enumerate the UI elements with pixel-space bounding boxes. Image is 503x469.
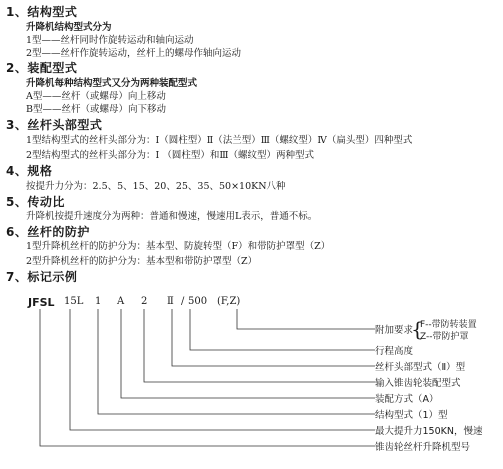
sub-label-z: Z--带防护罩 [420, 332, 469, 342]
assembly-line-3: B型——丝杆（或螺母）向下移动 [26, 104, 166, 115]
structure-line-3: 2型——丝杆作旋转运动，丝杆上的螺母作轴向运动 [26, 48, 242, 59]
brace: { [411, 317, 424, 341]
code-slash: / [181, 296, 185, 307]
section-title-assembly: 2、装配型式 [6, 61, 78, 75]
section-title-screw-head: 3、丝杆头部型式 [6, 118, 103, 132]
section-title-spec: 4、规格 [6, 164, 53, 178]
label-extra: 附加要求 [375, 325, 414, 336]
code-structure: 1 [95, 296, 102, 307]
ratio-line-1: 升降机按提升速度分为两种：普通和慢速，慢速用L表示，普通不标。 [26, 211, 318, 222]
code-assembly: A [117, 296, 125, 307]
section-title-ratio: 5、传动比 [6, 195, 65, 209]
screw-head-line-1: 1型结构型式的丝杆头部分为：Ⅰ（圆柱型）Ⅱ（法兰型）Ⅲ（螺纹型）Ⅳ（扁头型）四种型式 [26, 135, 413, 146]
code-extra: (F,Z) [217, 296, 241, 307]
label-model: 锥齿轮丝杆升降机型号 [375, 442, 471, 453]
assembly-line-2: A型——丝杆（或螺母）向上移动 [26, 91, 166, 102]
assembly-line-1: 升降机每种结构型式又分为两种装配型式 [26, 78, 198, 89]
section-title-example: 7、标记示例 [6, 270, 78, 284]
protection-line-1: 1型升降机丝杆的防护分为：基本型、防旋转型（F）和带防护罩型（Z） [26, 241, 331, 252]
label-force-speed: 最大提升力150KN，慢速 [375, 426, 483, 437]
structure-line-2: 1型——丝杆同时作旋转运动和轴向运动 [26, 35, 194, 46]
label-assembly: 装配方式（A） [375, 394, 439, 405]
section-title-structure: 1、结构型式 [6, 5, 78, 19]
protection-line-2: 2型升降机丝杆的防护分为：基本型和带防护罩型（Z） [26, 256, 258, 267]
label-head: 丝杆头部型式（Ⅱ）型 [375, 362, 466, 373]
structure-line-1: 升降机结构型式分为 [26, 22, 112, 33]
code-input: 2 [141, 296, 148, 307]
code-stroke: 500 [188, 296, 208, 307]
spec-line-1: 按提升力分为：2.5、5、15、20、25、35、50×10KN八种 [26, 181, 286, 192]
code-head: Ⅱ [167, 296, 174, 307]
section-title-protection: 6、丝杆的防护 [6, 225, 90, 239]
sub-label-f: F--带防转装置 [420, 320, 477, 330]
label-structure: 结构型式（1）型 [375, 410, 448, 421]
code-force-speed: 15L [64, 296, 84, 307]
label-stroke: 行程高度 [375, 346, 414, 357]
label-input: 输入锥齿轮装配型式 [375, 378, 461, 389]
screw-head-line-2: 2型结构型式的丝杆头部分为：Ⅰ （圆柱型）和Ⅲ（螺纹型）两种型式 [26, 150, 314, 161]
code-model: JFSL [28, 296, 55, 309]
